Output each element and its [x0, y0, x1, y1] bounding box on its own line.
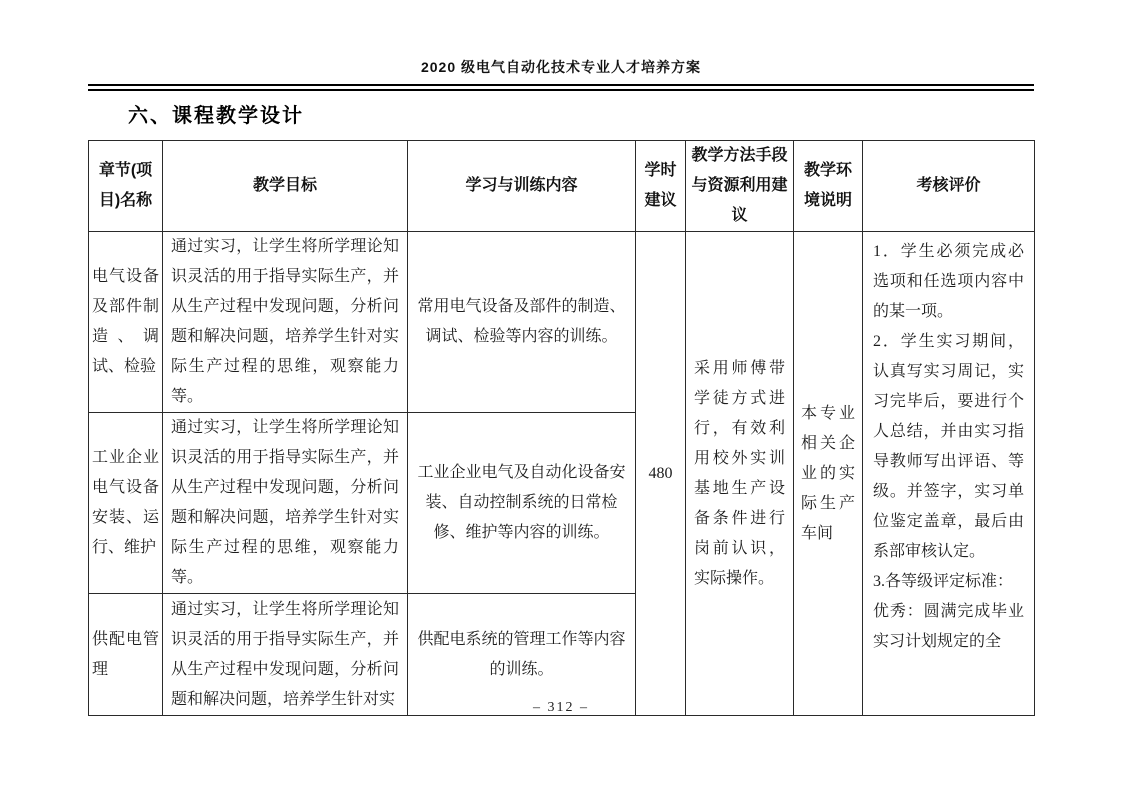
- cell-objective-1: 通过实习，让学生将所学理论知识灵活的用于指导实际生产，并从生产过程中发现问题，分析问题和解决问题，培养学生针对实际生产过程的思维，观察能力等。: [163, 232, 408, 413]
- table-row: [89, 232, 1035, 413]
- header-double-rule: [88, 84, 1034, 91]
- cell-objective-3: 通过实习，让学生将所学理论知识灵活的用于指导实际生产，并从生产过程中发现问题，分析问题和解决问题，培养学生针对实: [163, 594, 408, 716]
- col-header-hours: 学时建议: [636, 141, 686, 232]
- col-header-chapter: 章节(项目)名称: [89, 141, 163, 232]
- col-header-methods: 教学方法手段与资源利用建议: [686, 141, 794, 232]
- evaluation-item-4: 优秀：圆满完成毕业实习计划规定的全: [873, 603, 1024, 650]
- col-header-environment: 教学环境说明: [794, 141, 863, 232]
- table-header-row: [89, 141, 1035, 232]
- col-header-content: 学习与训练内容: [408, 141, 636, 232]
- page-number: – 312 –: [533, 700, 589, 715]
- document-header-title: 2020 级电气自动化技术专业人才培养方案: [420, 59, 702, 75]
- cell-content-3: 供配电系统的管理工作等内容的训练。: [408, 594, 636, 716]
- cell-content-1: 常用电气设备及部件的制造、调试、检验等内容的训练。: [408, 232, 636, 413]
- evaluation-item-2: 2．学生实习期间，认真写实习周记，实习完毕后，要进行个人总结，并由实习指导教师写出评语、等级。并签字，实习单位鉴定盖章，最后由系部审核认定。: [873, 333, 1024, 560]
- cell-content-2: 工业企业电气及自动化设备安装、自动控制系统的日常检修、维护等内容的训练。: [408, 413, 636, 594]
- course-design-table: [88, 140, 1035, 716]
- col-header-objective: 教学目标: [163, 141, 408, 232]
- evaluation-item-3: 3.各等级评定标准：: [873, 573, 1014, 590]
- cell-hours: 480: [636, 232, 686, 716]
- cell-objective-2: 通过实习，让学生将所学理论知识灵活的用于指导实际生产，并从生产过程中发现问题，分析问题和解决问题，培养学生针对实际生产过程的思维，观察能力等。: [163, 413, 408, 594]
- section-title: 六、课程教学设计: [128, 105, 304, 127]
- evaluation-item-1: 1．学生必须完成必选项和任选项内容中的某一项。: [873, 243, 1024, 320]
- cell-evaluation: [863, 232, 1035, 716]
- cell-chapter-2: 工业企业电气设备安装、运行、维护: [89, 413, 163, 594]
- col-header-evaluation: 考核评价: [863, 141, 1035, 232]
- cell-chapter-3: 供配电管理: [89, 594, 163, 716]
- cell-environment: 本专业相关企业的实际生产车间: [794, 232, 863, 716]
- cell-chapter-1: 电气设备及部件制造、调试、检验: [89, 232, 163, 413]
- cell-methods: 采用师傅带学徒方式进行，有效利用校外实训基地生产设备条件进行岗前认识，实际操作。: [686, 232, 794, 716]
